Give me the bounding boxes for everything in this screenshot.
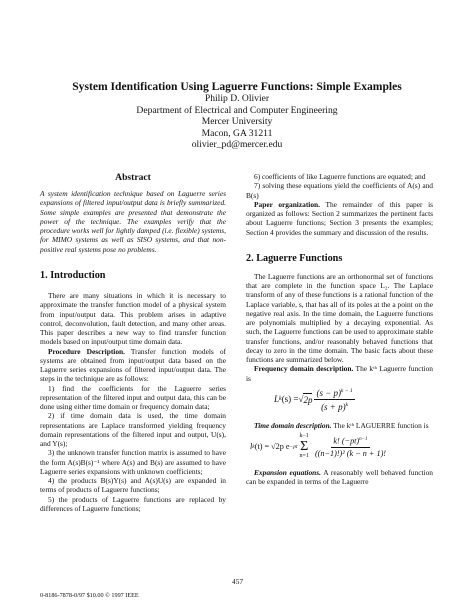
step-1: 1) find the coefficients for the Laguerre series representation of the filtered input and output data, this can be done using either time domain or frequency domain data; <box>40 383 226 412</box>
step-5: 5) the products of Laguerre functions are replaced by differences of Laguerre functions; <box>40 494 226 513</box>
eq2-denominator: ((n−1)!)² (k − n + 1)! <box>314 448 387 458</box>
eq2-sub: k <box>252 443 255 450</box>
eq1-sub: k <box>279 396 282 403</box>
eq2-numerator <box>331 434 369 448</box>
eq1-den-base: (s + p) <box>321 401 346 412</box>
location: Macon, GA 31211 <box>201 127 273 139</box>
eq2-lhs: l <box>250 441 253 451</box>
freq-text: The kᵗʰ Laguerre function is <box>246 364 433 383</box>
left-column <box>40 172 226 513</box>
step-3: 3) the unknown transfer function matrix is assumed to have the form A(s)B(s)⁻¹ where A(s) and B(s) are assumed to have Laguerre series expansions with unknown coefficients; <box>40 448 226 476</box>
eq1-denominator <box>319 400 350 413</box>
step-2: 2) if time domain data is used, the time domain representations are Laplace transformed yielding frequency domain representations of the filtered input and output, U(s), and Y(s); <box>40 411 226 449</box>
freq-domain-paragraph <box>246 364 433 383</box>
step-4: 4) the products B(s)Y(s) and A(s)U(s) are expanded in terms of products of Laguerre functions; <box>40 476 226 495</box>
freq-runin: Frequency domain description. <box>254 364 354 374</box>
abstract-text: A system identification technique based on Laguerre series expansions of filtered input/output data is briefly summarized. Some simple examples are presented that demonstrate the power of the technique. The examples verify that the procedure works well for lightly damped (i.e. flexible) systems, for MIMO systems as well as SISO systems, and that non-positive real systems pose no problems. <box>40 189 226 254</box>
eq1-num-exp: k − 1 <box>341 387 353 394</box>
eq2-sum-top: k−1 <box>299 433 309 439</box>
organization-runin: Paper organization. <box>254 199 321 209</box>
procedure-text: Transfer function models of systems are obtained from input/output data based on the Laguerre series expansions of filtered input/output data. The steps in the technique are as follows: <box>40 346 226 384</box>
eq1-numerator <box>314 386 354 400</box>
step-7: 7) solving these equations yield the coefficients of A(s) and B(s) <box>246 181 433 200</box>
organization-text: The remainder of this paper is organized as follows: Section 2 summarizes the pertinent facts about Laguerre functions; Section 3 presents the examples; Section 4 provides the summary and discussion of the results. <box>246 199 433 237</box>
time-runin: Time domain description. <box>254 420 332 430</box>
department: Department of Electrical and Computer Engineering <box>136 104 338 116</box>
expansion-paragraph <box>246 468 433 487</box>
email: olivier_pd@mercer.edu <box>191 139 283 150</box>
time-text: The kᵗʰ LAGUERRE function is <box>331 420 429 430</box>
equation-time <box>250 433 433 460</box>
eq2-mid: (t) = √2p e <box>254 441 290 451</box>
eq2-sum-symbol: Σ <box>300 439 309 454</box>
copyright-line: 0-8186-7878-0/97 $10.00 © 1997 IEEE <box>40 592 139 599</box>
page-number: 457 <box>232 577 244 586</box>
laguerre-paragraph: The Laguerre functions are an orthonormal set of functions that are complete in the function space L₂. The Laplace transform of any of these functions is a rational function of the Laplace variable, s, that has all of its poles at the a point on the negative real axis. In the time domain, the Laguerre functions are polynomials multiplied by a decaying exponential. As such, the Laguerre functions can be used to approximate stable transfer functions, and/or reasonably behaved functions that decay to zero in the time domain. The basic facts about these functions are summarized below. <box>246 271 433 364</box>
paper-title: System Identification Using Laguerre Functions: Simple Examples <box>72 80 402 93</box>
eq1-num-base: (s − p) <box>316 387 342 398</box>
eq2-num-exp: n−1 <box>359 437 368 443</box>
eq1-sqrt: √ <box>298 394 304 405</box>
eq1-fraction <box>314 386 354 413</box>
step-6: 6) coefficients of like Laguerre functions are equated; and <box>254 172 426 181</box>
eq1-mid: (s) = <box>281 394 299 405</box>
right-column <box>246 172 433 487</box>
section2-heading: 2. Laguerre Functions <box>246 252 343 264</box>
intro-heading: 1. Introduction <box>40 270 106 282</box>
paper-header <box>40 80 434 151</box>
university: Mercer University <box>201 116 273 127</box>
eq1-radicand: 2p <box>303 394 313 405</box>
time-domain-paragraph <box>246 421 433 430</box>
intro-paragraph: There are many situations in which it is necessary to approximate the transfer function model of a physical system from input/output data. This problem arises in adaptive control, deconvolution, fault detection, and many other areas. This paper describes a new way to find transfer function models based on input/output time domain data. <box>40 291 226 347</box>
organization-paragraph <box>246 200 433 237</box>
expansion-text: A reasonably well behaved function can be expanded in terms of the Laguerre <box>246 468 433 487</box>
eq2-exp: −pt <box>289 443 298 450</box>
eq2-fraction <box>313 434 388 459</box>
author-name: Philip D. Olivier <box>204 93 270 104</box>
procedure-paragraph <box>40 347 226 384</box>
eq2-num-base: k! (−pt) <box>333 436 360 446</box>
equation-frequency <box>274 386 433 413</box>
eq2-sum-bottom: n=1 <box>299 453 309 459</box>
expansion-runin: Expansion equations. <box>254 468 321 477</box>
procedure-runin: Procedure Description. <box>48 346 126 356</box>
eq2-summation <box>300 433 309 460</box>
abstract-heading: Abstract <box>115 172 151 183</box>
eq1-lhs: L <box>274 394 280 405</box>
eq1-den-exp: k <box>345 401 349 408</box>
